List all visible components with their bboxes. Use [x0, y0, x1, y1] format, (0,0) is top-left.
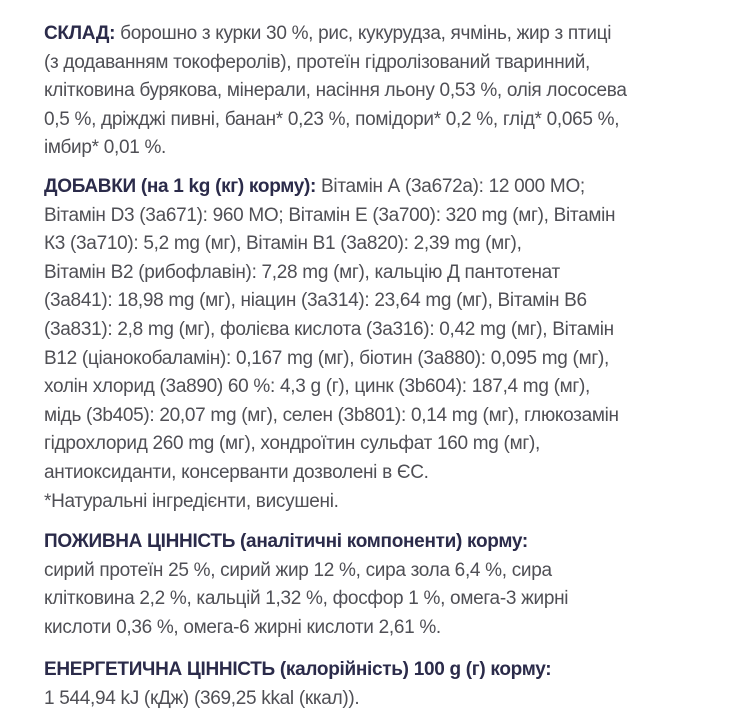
nutrition-line-1: сирий протеїн 25 %, сирий жир 12 %, сира зола 6,4 %, сира [44, 559, 552, 581]
energy-section [44, 656, 734, 713]
additives-line-3: К3 (3а710): 5,2 mg (мг), Вітамін В1 (3а820): 2,39 mg (мг), [44, 233, 522, 255]
product-label-document [44, 20, 734, 714]
additives-line-11: антиоксиданти, консерванти дозволені в ЄС. [44, 461, 429, 483]
composition-line-4: 0,5 %, дріжджі пивні, банан* 0,23 %, помідори* 0,2 %, глід* 0,065 %, [44, 108, 620, 130]
additives-heading: ДОБАВКИ (на 1 kg (кг) корму): [44, 175, 317, 197]
additives-line-1: ДОБАВКИ (на 1 kg (кг) корму): Вітамін А (3а672а): 12 000 МО; [44, 175, 585, 197]
additives-line-10: гідрохлорид 260 mg (мг), хондроїтин сульфат 160 mg (мг), [44, 433, 540, 455]
composition-line-2: (з додаванням токоферолів), протеїн гідролізований тваринний, [44, 51, 591, 73]
additives-line-7: В12 (ціанокобаламін): 0,167 mg (мг), біотин (3а880): 0,095 mg (мг), [44, 347, 609, 369]
composition-heading: СКЛАД: [44, 23, 116, 44]
additives-line-5: (3а841): 18,98 mg (мг), ніацин (3а314): 23,64 mg (мг), Вітамін В6 [44, 290, 587, 312]
additives-line-8: холін хлорид (3а890) 60 %: 4,3 g (г), цинк (3b604): 187,4 mg (мг), [44, 376, 590, 398]
additives-line-4: Вітамін В2 (рибофлавін): 7,28 mg (мг), кальцію Д пантотенат [44, 261, 560, 283]
energy-value: 1 544,94 kJ (кДж) (369,25 kkal (ккал)). [44, 688, 360, 710]
footnote-natural-ingredients: *Натуральні інгредієнти, висушені. [44, 490, 339, 512]
additives-line-9: мідь (3b405): 20,07 mg (мг), селен (3b801): 0,14 mg (мг), глюкозамін [44, 404, 619, 426]
additives-line-2: Вітамін D3 (3а671): 960 МО; Вітамін Е (3а700): 320 mg (мг), Вітамін [44, 204, 616, 226]
composition-line-5: імбир* 0,01 %. [44, 137, 167, 159]
composition-section [44, 20, 734, 163]
composition-line-3: клітковина бурякова, мінерали, насіння льону 0,53 %, олія лососева [44, 80, 627, 102]
nutrition-heading: ПОЖИВНА ЦІННІСТЬ (аналітичні компоненти) корму: [44, 531, 528, 553]
additives-section [44, 173, 734, 516]
nutrition-line-3: кислоти 0,36 %, омега-6 жирні кислоти 2,61 %. [44, 616, 441, 638]
nutrition-section [44, 528, 734, 642]
additives-line-6: (3а831): 2,8 mg (мг), фолієва кислота (3а316): 0,42 mg (мг), Вітамін [44, 318, 614, 340]
energy-heading: ЕНЕРГЕТИЧНА ЦІННІСТЬ (калорійність) 100 g (г) корму: [44, 659, 552, 681]
nutrition-line-2: клітковина 2,2 %, кальцій 1,32 %, фосфор 1 %, омега-3 жирні [44, 588, 569, 610]
composition-line-1: СКЛАД: борошно з курки 30 %, рис, кукурудза, ячмінь, жир з птиці [44, 23, 612, 44]
